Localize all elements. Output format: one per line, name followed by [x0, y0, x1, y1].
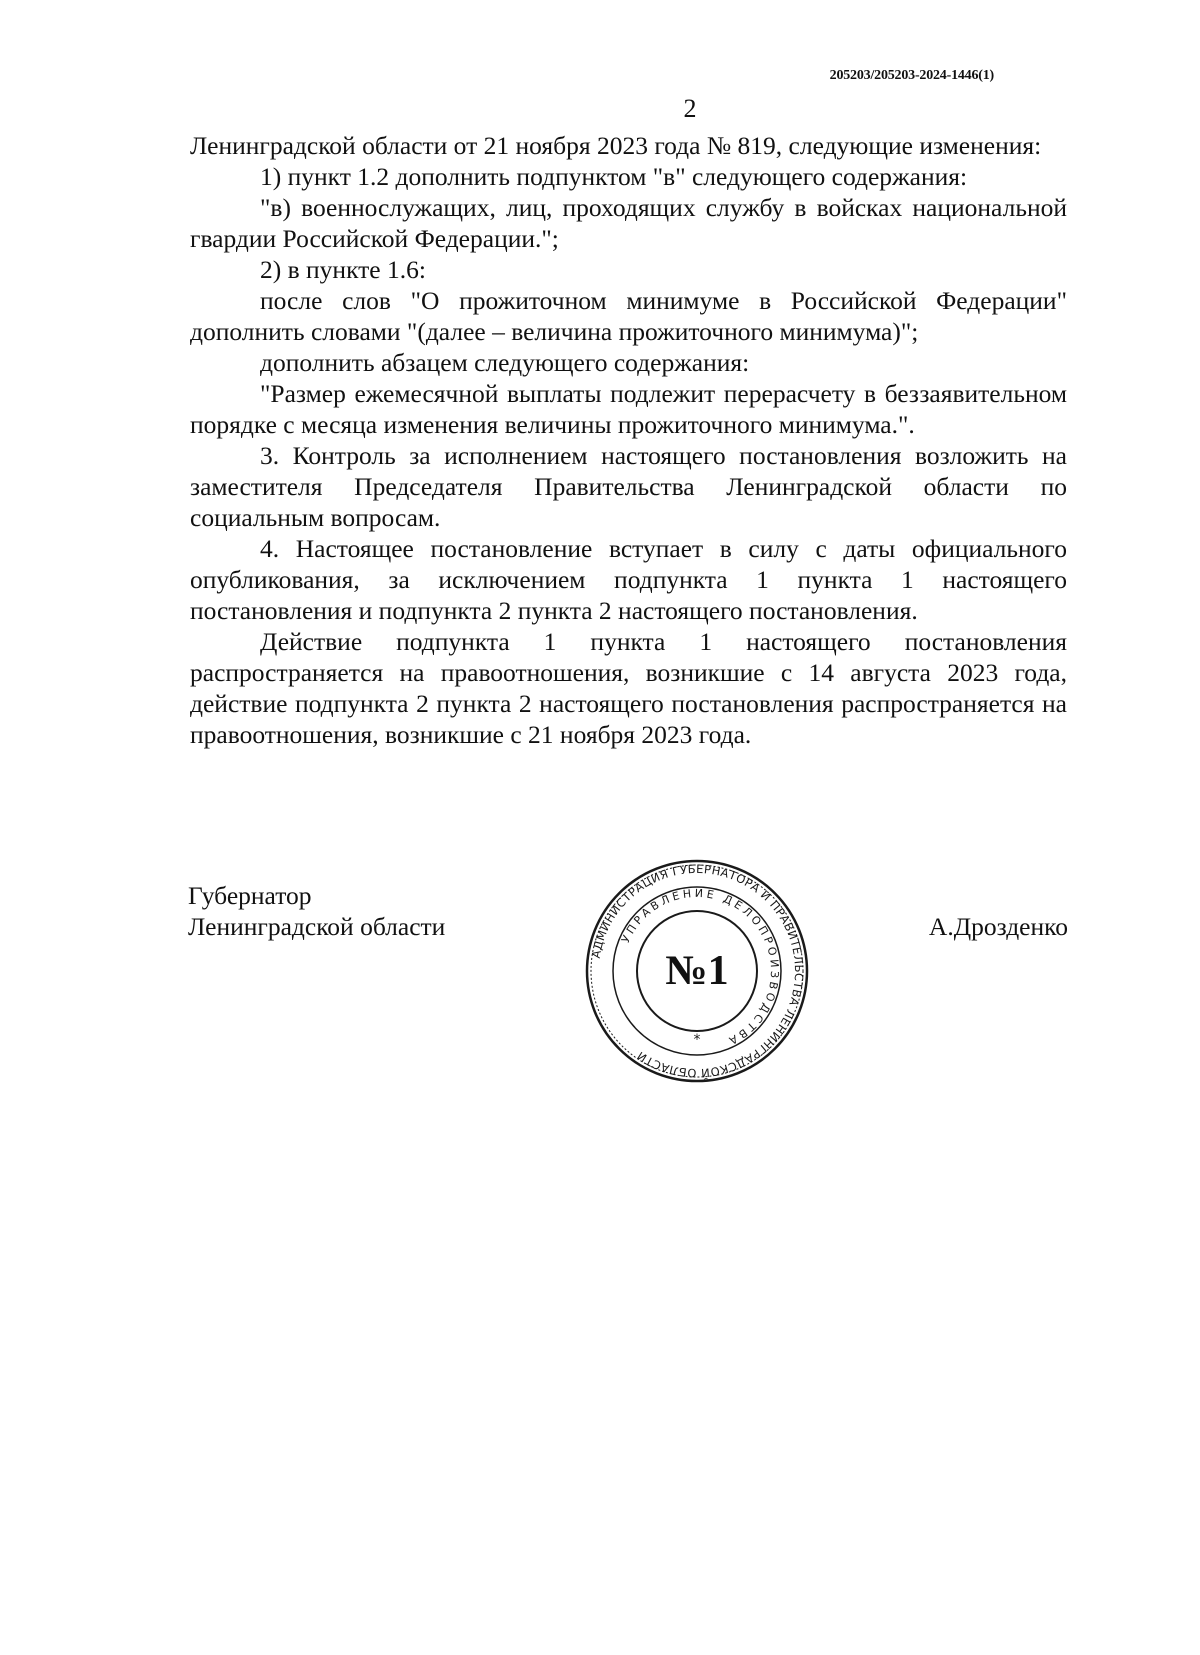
- stamp-center-number: №1: [665, 948, 729, 994]
- paragraph-after-words: после слов "О прожиточном минимуме в Российской Федерации" дополнить словами "(далее – величина прожиточного минимума)";: [190, 286, 1067, 346]
- paragraph-effective-date: 4. Настоящее постановление вступает в силу с даты официального опубликования, за исключением подпункта 1 пункта 1 настоящего постановления и подпункта 2 пункта 2 настоящего постановления.: [190, 534, 1067, 625]
- paragraph-item-1: 1) пункт 1.2 дополнить подпунктом "в" следующего содержания:: [260, 162, 968, 191]
- paragraph-item-2: 2) в пункте 1.6:: [260, 255, 426, 284]
- document-registration-number: 205203/205203-2024-1446(1): [829, 68, 994, 83]
- stamp-outer-text: АДМИНИСТРАЦИЯ ГУБЕРНАТОРА И ПРАВИТЕЛЬСТВА ЛЕНИНГРАДСКОЙ ОБЛАСТИ: [588, 861, 807, 1081]
- paragraph-add-clause: дополнить абзацем следующего содержания:: [260, 348, 750, 377]
- paragraph-recalculation: "Размер ежемесячной выплаты подлежит перерасчету в беззаявительном порядке с месяца изменения величины прожиточного минимума.".: [190, 379, 1067, 439]
- stamp-inner-text: УПРАВЛЕНИЕ ДЕЛОПРОИЗВОДСТВА: [618, 886, 782, 1049]
- paragraph-continuation: Ленинградской области от 21 ноября 2023 года № 819, следующие изменения:: [190, 131, 1042, 160]
- stamp-star: *: [693, 1032, 701, 1048]
- official-seal-stamp: [584, 858, 810, 1084]
- signatory-title: [188, 880, 445, 942]
- paragraph-retroactive: Действие подпункта 1 пункта 1 настоящего постановления распространяется на правоотношения, возникшие с 14 августа 2023 года, действие подпункта 2 пункта 2 настоящего постановления распространяется на правоотношения, возникшие с 21 ноября 2023 года.: [190, 627, 1067, 749]
- paragraph-subitem-v: "в) военнослужащих, лиц, проходящих службу в войсках национальной гвардии Российской Федерации.";: [190, 193, 1067, 253]
- signatory-title-line1: Губернатор: [188, 881, 312, 910]
- document-body: [190, 130, 1067, 750]
- paragraph-control: 3. Контроль за исполнением настоящего постановления возложить на заместителя Председателя Правительства Ленинградской области по социальным вопросам.: [190, 441, 1067, 532]
- signatory-name: А.Дрозденко: [928, 912, 1068, 941]
- signatory-title-line2: Ленинградской области: [188, 912, 446, 941]
- page-number: 2: [683, 94, 697, 123]
